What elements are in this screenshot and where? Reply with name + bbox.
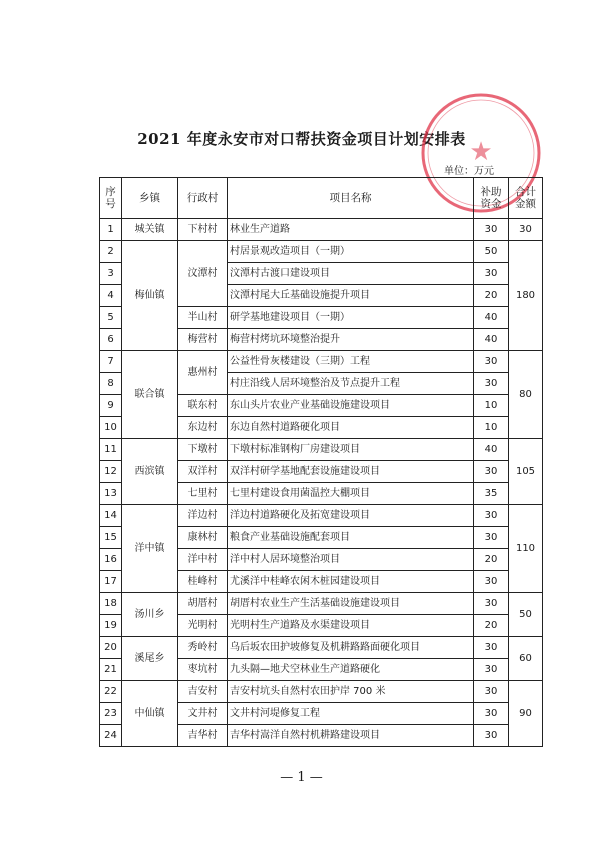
- cell-subsidy: 40: [474, 439, 509, 461]
- cell-town: 梅仙镇: [122, 241, 178, 351]
- cell-village: 光明村: [178, 615, 228, 637]
- cell-total: 180: [509, 241, 543, 351]
- cell-subsidy: 30: [474, 527, 509, 549]
- cell-total: 90: [509, 681, 543, 747]
- cell-subsidy: 30: [474, 351, 509, 373]
- cell-subsidy: 10: [474, 417, 509, 439]
- cell-town: 溪尾乡: [122, 637, 178, 681]
- cell-village: 联东村: [178, 395, 228, 417]
- cell-no: 9: [100, 395, 122, 417]
- cell-project-name: 乌后坂农田护坡修复及机耕路路面硬化项目: [228, 637, 474, 659]
- cell-total: 60: [509, 637, 543, 681]
- cell-subsidy: 30: [474, 703, 509, 725]
- cell-subsidy: 30: [474, 593, 509, 615]
- cell-village: 双洋村: [178, 461, 228, 483]
- cell-total: 30: [509, 219, 543, 241]
- cell-project-name: 双洋村研学基地配套设施建设项目: [228, 461, 474, 483]
- cell-subsidy: 35: [474, 483, 509, 505]
- col-header-village: 行政村: [178, 178, 228, 219]
- table-header-row: [100, 178, 543, 219]
- cell-total: 50: [509, 593, 543, 637]
- cell-project-name: 胡厝村农业生产生活基础设施建设项目: [228, 593, 474, 615]
- cell-village: 梅营村: [178, 329, 228, 351]
- project-table: [99, 177, 543, 747]
- cell-town: 汤川乡: [122, 593, 178, 637]
- cell-project-name: 村居景观改造项目（一期）: [228, 241, 474, 263]
- cell-subsidy: 20: [474, 615, 509, 637]
- cell-town: 中仙镇: [122, 681, 178, 747]
- col-header-project: 项目名称: [228, 178, 474, 219]
- svg-text:★: ★: [469, 137, 493, 167]
- cell-project-name: 汶潭村古渡口建设项目: [228, 263, 474, 285]
- col-header-town: 乡镇: [122, 178, 178, 219]
- cell-subsidy: 30: [474, 659, 509, 681]
- cell-village: 秀岭村: [178, 637, 228, 659]
- cell-village: 惠州村: [178, 351, 228, 395]
- cell-subsidy: 30: [474, 219, 509, 241]
- cell-no: 20: [100, 637, 122, 659]
- table-row: [100, 439, 543, 461]
- cell-project-name: 粮食产业基础设施配套项目: [228, 527, 474, 549]
- cell-no: 21: [100, 659, 122, 681]
- cell-village: 胡厝村: [178, 593, 228, 615]
- cell-town: 洋中镇: [122, 505, 178, 593]
- unit-label: 单位：万元: [444, 166, 494, 177]
- cell-village: 七里村: [178, 483, 228, 505]
- col-header-no: 序号: [100, 178, 122, 219]
- cell-town: 联合镇: [122, 351, 178, 439]
- cell-no: 12: [100, 461, 122, 483]
- cell-no: 16: [100, 549, 122, 571]
- cell-town: 城关镇: [122, 219, 178, 241]
- cell-project-name: 公益性骨灰楼建设（三期）工程: [228, 351, 474, 373]
- cell-no: 23: [100, 703, 122, 725]
- cell-village: 文井村: [178, 703, 228, 725]
- table-row: [100, 219, 543, 241]
- cell-subsidy: 20: [474, 549, 509, 571]
- cell-total: 105: [509, 439, 543, 505]
- cell-no: 11: [100, 439, 122, 461]
- document-title: 2021 年度永安市对口帮扶资金项目计划安排表: [137, 130, 466, 148]
- cell-subsidy: 50: [474, 241, 509, 263]
- cell-village: 半山村: [178, 307, 228, 329]
- cell-village: 下墩村: [178, 439, 228, 461]
- cell-village: 下村村: [178, 219, 228, 241]
- cell-project-name: 洋中村人居环境整治项目: [228, 549, 474, 571]
- cell-project-name: 尤溪洋中桂峰农闲木桩园建设项目: [228, 571, 474, 593]
- cell-subsidy: 30: [474, 571, 509, 593]
- cell-project-name: 林业生产道路: [228, 219, 474, 241]
- table-row: [100, 241, 543, 263]
- cell-town: 西滨镇: [122, 439, 178, 505]
- cell-no: 18: [100, 593, 122, 615]
- table-row: [100, 681, 543, 703]
- cell-subsidy: 30: [474, 725, 509, 747]
- cell-total: 80: [509, 351, 543, 439]
- cell-project-name: 东边自然村道路硬化项目: [228, 417, 474, 439]
- cell-no: 19: [100, 615, 122, 637]
- cell-project-name: 光明村生产道路及水渠建设项目: [228, 615, 474, 637]
- cell-subsidy: 40: [474, 329, 509, 351]
- cell-project-name: 七里村建设食用菌温控大棚项目: [228, 483, 474, 505]
- cell-project-name: 研学基地建设项目（一期）: [228, 307, 474, 329]
- cell-subsidy: 20: [474, 285, 509, 307]
- cell-village: 吉安村: [178, 681, 228, 703]
- cell-village: 汶潭村: [178, 241, 228, 307]
- cell-no: 4: [100, 285, 122, 307]
- cell-project-name: 下墩村标准钢构厂房建设项目: [228, 439, 474, 461]
- cell-no: 3: [100, 263, 122, 285]
- cell-project-name: 梅营村烤坑环境整治提升: [228, 329, 474, 351]
- col-header-total: 合计金额: [509, 178, 543, 219]
- cell-village: 康林村: [178, 527, 228, 549]
- cell-village: 洋边村: [178, 505, 228, 527]
- cell-no: 22: [100, 681, 122, 703]
- cell-no: 6: [100, 329, 122, 351]
- cell-no: 13: [100, 483, 122, 505]
- table-row: [100, 593, 543, 615]
- table-row: [100, 505, 543, 527]
- cell-no: 5: [100, 307, 122, 329]
- cell-total: 110: [509, 505, 543, 593]
- cell-project-name: 吉安村坑头自然村农田护岸 700 米: [228, 681, 474, 703]
- cell-no: 14: [100, 505, 122, 527]
- cell-village: 东边村: [178, 417, 228, 439]
- cell-no: 17: [100, 571, 122, 593]
- cell-subsidy: 30: [474, 505, 509, 527]
- cell-village: 枣坑村: [178, 659, 228, 681]
- table-row: [100, 637, 543, 659]
- cell-subsidy: 30: [474, 373, 509, 395]
- cell-village: 洋中村: [178, 549, 228, 571]
- table-body: [100, 219, 543, 747]
- col-header-subsidy: 补助资金: [474, 178, 509, 219]
- cell-no: 10: [100, 417, 122, 439]
- cell-subsidy: 30: [474, 637, 509, 659]
- cell-subsidy: 30: [474, 461, 509, 483]
- cell-project-name: 洋边村道路硬化及拓宽建设项目: [228, 505, 474, 527]
- cell-no: 2: [100, 241, 122, 263]
- cell-subsidy: 30: [474, 681, 509, 703]
- cell-no: 15: [100, 527, 122, 549]
- cell-project-name: 东山头片农业产业基础设施建设项目: [228, 395, 474, 417]
- table-row: [100, 351, 543, 373]
- cell-subsidy: 10: [474, 395, 509, 417]
- cell-village: 桂峰村: [178, 571, 228, 593]
- cell-no: 8: [100, 373, 122, 395]
- cell-no: 24: [100, 725, 122, 747]
- cell-project-name: 文井村河堤修复工程: [228, 703, 474, 725]
- cell-project-name: 吉华村嵩洋自然村机耕路建设项目: [228, 725, 474, 747]
- cell-no: 7: [100, 351, 122, 373]
- cell-project-name: 村庄沿线人居环境整治及节点提升工程: [228, 373, 474, 395]
- cell-no: 1: [100, 219, 122, 241]
- cell-project-name: 九头隔—地犬空林业生产道路硬化: [228, 659, 474, 681]
- page-number: — 1 —: [280, 770, 323, 785]
- cell-subsidy: 40: [474, 307, 509, 329]
- cell-project-name: 汶潭村尾大丘基础设施提升项目: [228, 285, 474, 307]
- cell-subsidy: 30: [474, 263, 509, 285]
- cell-village: 吉华村: [178, 725, 228, 747]
